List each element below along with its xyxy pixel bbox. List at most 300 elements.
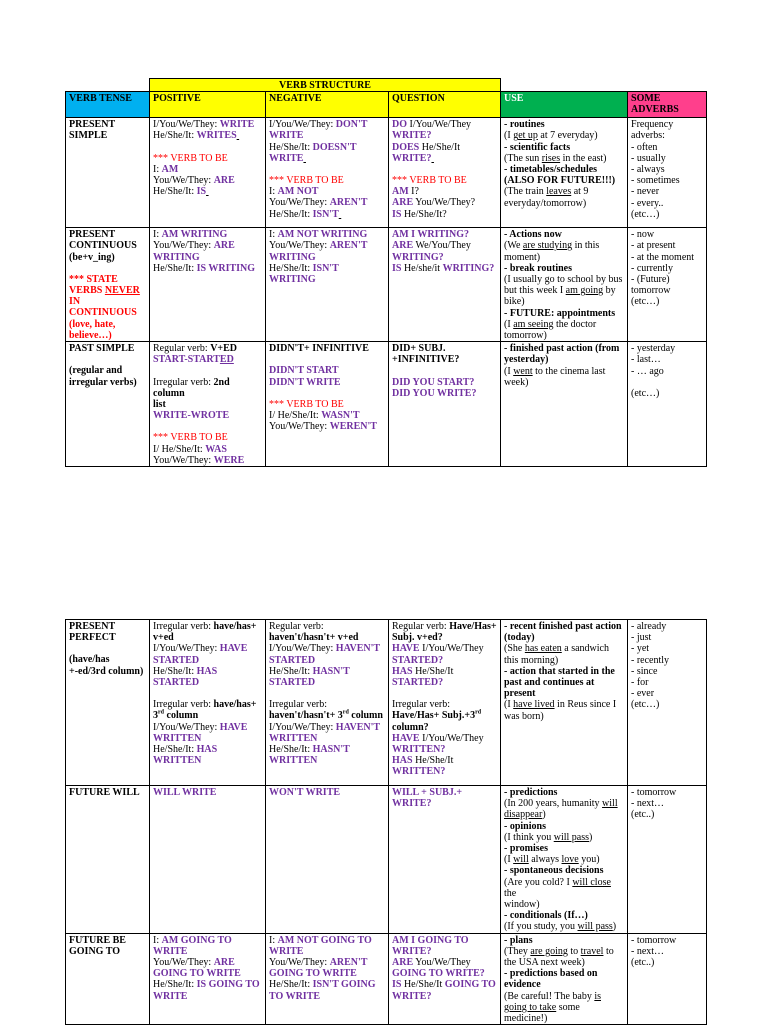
text-segment: (have/has bbox=[69, 654, 110, 666]
positive-cell bbox=[150, 786, 266, 934]
text-segment: Subj. v+ed? bbox=[392, 632, 443, 644]
use-cell bbox=[501, 228, 628, 342]
text-segment: IS bbox=[392, 262, 402, 274]
cell-line bbox=[631, 809, 703, 820]
text-segment: I/You/We/They: bbox=[269, 643, 336, 655]
cell-line bbox=[631, 240, 703, 251]
text-segment: ARE bbox=[392, 197, 414, 209]
text-segment: I/You/We/They bbox=[419, 643, 484, 655]
cell-line bbox=[392, 787, 497, 798]
text-segment: HAVEN'T bbox=[335, 643, 381, 655]
text-segment: - timetables/schedules bbox=[504, 164, 598, 176]
cell-line bbox=[504, 164, 624, 175]
cell-line bbox=[69, 119, 146, 141]
text-segment: WRITING? bbox=[442, 262, 495, 274]
text-segment: column? bbox=[392, 721, 429, 733]
positive-header: POSITIVE bbox=[150, 92, 266, 118]
cell-line bbox=[269, 377, 385, 388]
text-segment: 2nd column bbox=[153, 376, 233, 399]
cell-line bbox=[631, 643, 703, 654]
text-segment bbox=[339, 209, 342, 220]
text-segment: ARE bbox=[392, 957, 414, 969]
text-segment: DIDN'T WRITE bbox=[269, 376, 341, 388]
text-segment: You/We/They bbox=[413, 957, 471, 969]
text-segment: (be+v_ing) bbox=[69, 251, 115, 263]
cell-line bbox=[153, 677, 262, 688]
text-segment: some medicine!) bbox=[504, 1001, 583, 1025]
text-segment: DOES bbox=[392, 141, 420, 153]
cell-line bbox=[69, 935, 146, 946]
use-header: USE bbox=[501, 92, 628, 118]
text-segment: TO WRITE bbox=[269, 990, 321, 1002]
cell-line bbox=[504, 175, 624, 186]
text-segment: - promises bbox=[504, 843, 548, 855]
text-segment: Irregular verb: bbox=[153, 376, 214, 388]
cell-line bbox=[392, 119, 497, 130]
text-segment: - never bbox=[631, 186, 660, 198]
text-segment: *** STATE bbox=[69, 273, 118, 285]
cell-line bbox=[69, 330, 146, 341]
text-segment: HASN'T bbox=[312, 744, 350, 756]
text-segment: FUTURE WILL bbox=[69, 787, 140, 798]
text-segment: (In 200 years, humanity bbox=[504, 798, 603, 810]
verb-structure-header: VERB STRUCTURE bbox=[150, 79, 501, 92]
text-segment: He/She/It: bbox=[153, 665, 197, 677]
cell-line bbox=[504, 274, 624, 285]
text-segment: *** VERB TO BE bbox=[392, 175, 467, 187]
cell-line bbox=[269, 388, 385, 399]
text-segment: He/she/it bbox=[401, 262, 443, 274]
text-segment: v+ed bbox=[153, 632, 174, 644]
adverbs-cell bbox=[628, 118, 707, 228]
cell-line bbox=[269, 209, 385, 220]
cell-line bbox=[631, 175, 703, 186]
text-segment: Regular verb: bbox=[392, 621, 450, 632]
cell-line bbox=[631, 164, 703, 175]
text-segment: are studying bbox=[522, 240, 573, 252]
use-cell bbox=[501, 118, 628, 228]
text-segment: STARTED bbox=[269, 654, 316, 666]
use-cell bbox=[501, 933, 628, 1025]
cell-line bbox=[269, 175, 385, 186]
text-segment: CONTINUOUS bbox=[69, 240, 137, 252]
text-segment: DID YOU WRITE? bbox=[392, 387, 477, 399]
text-segment: +-ed/3rd column) bbox=[69, 665, 144, 677]
cell-line bbox=[392, 186, 497, 197]
cell-line bbox=[153, 957, 262, 968]
text-segment: He/She/It? bbox=[401, 208, 447, 220]
cell-line bbox=[631, 119, 703, 130]
cell-line bbox=[504, 979, 624, 990]
cell-line bbox=[504, 198, 624, 209]
cell-line bbox=[504, 285, 624, 296]
text-segment: Irregular verb: bbox=[392, 699, 451, 711]
text-segment: - (Future) bbox=[631, 274, 670, 286]
cell-line bbox=[631, 677, 703, 688]
text-segment: I/You/We/They: bbox=[153, 721, 220, 733]
text-segment bbox=[303, 153, 306, 164]
cell-line bbox=[392, 153, 497, 164]
text-segment: the bbox=[504, 876, 614, 899]
cell-line bbox=[392, 632, 497, 643]
cell-line bbox=[392, 130, 497, 141]
cell-line bbox=[504, 354, 624, 365]
cell-line bbox=[631, 285, 703, 296]
cell-line bbox=[69, 274, 146, 285]
text-segment: ARE bbox=[213, 957, 235, 969]
text-segment: (etc…) bbox=[631, 699, 660, 711]
cell-line bbox=[69, 229, 146, 240]
text-segment bbox=[431, 153, 434, 164]
cell-line bbox=[504, 877, 624, 899]
text-segment: IS bbox=[392, 979, 402, 991]
text-segment: You/We/They: bbox=[269, 421, 330, 433]
cell-line bbox=[269, 240, 385, 251]
cell-line bbox=[504, 240, 624, 251]
text-segment: will bbox=[602, 798, 618, 810]
cell-line bbox=[153, 252, 262, 263]
text-segment: DO bbox=[392, 119, 407, 131]
text-segment: GOING TO WRITE bbox=[153, 968, 241, 980]
cell-line bbox=[153, 142, 262, 153]
text-segment: NEVER bbox=[104, 285, 140, 297]
cell-line bbox=[631, 354, 703, 365]
text-segment: - opinions bbox=[504, 820, 546, 832]
cell-line bbox=[153, 410, 262, 421]
text-segment: Irregular verb: bbox=[269, 699, 328, 711]
text-segment: (I bbox=[504, 130, 514, 142]
text-segment: at 9 bbox=[571, 186, 589, 198]
cell-line bbox=[392, 252, 497, 263]
text-segment: WRITTEN bbox=[269, 732, 318, 744]
text-segment: - Actions now bbox=[504, 229, 562, 241]
text-segment: ISN'T bbox=[312, 208, 339, 220]
text-segment: ISN'T GOING bbox=[312, 979, 376, 991]
cell-line bbox=[69, 365, 146, 376]
cell-line bbox=[69, 787, 146, 798]
text-segment: (I bbox=[504, 699, 514, 711]
text-segment: in the east) bbox=[560, 152, 607, 164]
cell-line bbox=[153, 699, 262, 710]
cell-line bbox=[631, 186, 703, 197]
text-segment: AREN'T bbox=[329, 240, 368, 252]
cell-line bbox=[631, 252, 703, 263]
text-segment: WASN'T bbox=[321, 410, 360, 422]
tense-row bbox=[66, 118, 707, 228]
text-segment: WRITE? bbox=[392, 798, 432, 810]
cell-line bbox=[69, 377, 146, 388]
text-segment: irregular verbs) bbox=[69, 376, 137, 388]
cell-line bbox=[153, 153, 262, 164]
cell-line bbox=[153, 366, 262, 377]
text-segment: AM bbox=[161, 163, 179, 175]
cell-line bbox=[504, 643, 624, 654]
text-segment: WAS bbox=[205, 443, 227, 455]
cell-line bbox=[504, 843, 624, 854]
cell-line bbox=[631, 946, 703, 957]
text-segment bbox=[237, 130, 240, 141]
text-segment: (etc..) bbox=[631, 957, 655, 969]
text-segment: HAVE bbox=[219, 643, 248, 655]
text-segment: - action that started in the bbox=[504, 665, 615, 677]
text-segment: He/She/It bbox=[412, 755, 454, 767]
cell-line bbox=[153, 946, 262, 957]
cell-line bbox=[504, 935, 624, 946]
cell-line bbox=[153, 175, 262, 186]
text-segment: - tomorrow bbox=[631, 787, 677, 798]
text-segment: IS bbox=[196, 186, 207, 198]
cell-line bbox=[69, 343, 146, 354]
text-segment: He/She/It: bbox=[153, 186, 197, 198]
text-segment: tomorrow) bbox=[504, 330, 547, 342]
text-segment: He/She/It: bbox=[269, 208, 313, 220]
cell-line bbox=[269, 699, 385, 710]
text-segment: AM GOING TO bbox=[161, 934, 232, 946]
cell-line bbox=[504, 968, 624, 979]
cell-line bbox=[504, 899, 624, 910]
text-segment: - scientific facts bbox=[504, 141, 571, 153]
text-segment: leaves bbox=[546, 186, 572, 198]
text-segment: I: bbox=[153, 229, 162, 241]
question-cell bbox=[389, 786, 501, 934]
text-segment: - next… bbox=[631, 945, 665, 957]
text-segment: *** VERB TO BE bbox=[269, 175, 344, 187]
cell-line bbox=[153, 399, 262, 410]
negative-header: NEGATIVE bbox=[266, 92, 389, 118]
text-segment: - … ago bbox=[631, 365, 664, 377]
text-segment: past and continues at bbox=[504, 677, 595, 689]
text-segment: AM WRITING bbox=[161, 229, 228, 241]
text-segment: WRITING bbox=[269, 251, 316, 263]
text-segment: - conditionals (If…) bbox=[504, 910, 588, 922]
text-segment: WRITTEN? bbox=[392, 766, 446, 778]
text-segment: He/She/It bbox=[401, 979, 445, 991]
text-segment: PAST SIMPLE bbox=[69, 343, 135, 355]
cell-line bbox=[69, 354, 146, 365]
text-segment: I/You/We/They: bbox=[269, 721, 336, 733]
text-segment: IN bbox=[69, 296, 81, 308]
text-segment: adverbs: bbox=[631, 130, 665, 142]
text-segment: - recent finished past action bbox=[504, 621, 622, 632]
cell-line bbox=[631, 798, 703, 809]
text-segment: ED bbox=[219, 354, 234, 366]
text-segment: IS WRITING bbox=[196, 262, 256, 274]
verb-table-1 bbox=[65, 78, 707, 467]
text-segment: haven't/hasn't+ 3rd column bbox=[269, 710, 383, 722]
text-segment: get up bbox=[513, 130, 538, 142]
cell-line bbox=[269, 722, 385, 733]
text-segment: am going bbox=[565, 285, 604, 297]
text-segment: in this bbox=[572, 240, 600, 252]
text-segment: (etc..) bbox=[631, 809, 655, 821]
text-segment: He/She/It: bbox=[153, 130, 197, 142]
text-segment: WRITTEN? bbox=[392, 744, 446, 756]
use-cell bbox=[501, 342, 628, 467]
text-segment: WRITTEN bbox=[269, 755, 318, 767]
tense-row bbox=[66, 620, 707, 786]
cell-line bbox=[269, 186, 385, 197]
cell-line bbox=[392, 197, 497, 208]
text-segment: You/We/They: bbox=[153, 240, 214, 252]
cell-line bbox=[69, 319, 146, 330]
text-segment: bike) bbox=[504, 296, 525, 308]
cell-line bbox=[504, 666, 624, 677]
cell-line bbox=[504, 153, 624, 164]
text-segment: (They bbox=[504, 945, 531, 957]
text-segment: Have/Has+ Subj.+3rd bbox=[392, 710, 482, 722]
cell-line bbox=[392, 240, 497, 251]
cell-line bbox=[631, 130, 703, 141]
cell-line bbox=[269, 968, 385, 979]
cell-line bbox=[392, 744, 497, 755]
cell-line bbox=[392, 991, 497, 1002]
text-segment: yesterday) bbox=[504, 354, 549, 366]
cell-line bbox=[631, 655, 703, 666]
cell-line bbox=[392, 229, 497, 240]
cell-line bbox=[69, 252, 146, 263]
text-segment: He/She/It: bbox=[153, 979, 197, 991]
cell-line bbox=[504, 319, 624, 330]
text-segment: - now bbox=[631, 229, 655, 241]
cell-line bbox=[631, 209, 703, 220]
text-segment: by bbox=[603, 285, 616, 297]
question-cell bbox=[389, 933, 501, 1025]
text-segment: (etc…) bbox=[631, 387, 660, 399]
cell-line bbox=[392, 343, 497, 354]
text-segment: IS bbox=[392, 208, 402, 220]
cell-line bbox=[392, 655, 497, 666]
text-segment: (The train bbox=[504, 186, 547, 198]
cell-line bbox=[631, 274, 703, 285]
cell-line bbox=[269, 677, 385, 688]
cell-line bbox=[153, 655, 262, 666]
text-segment: a sandwich bbox=[561, 643, 609, 655]
cell-line bbox=[153, 744, 262, 755]
text-segment: HAS bbox=[392, 755, 413, 767]
cell-line bbox=[504, 854, 624, 865]
adverbs-cell bbox=[628, 342, 707, 467]
cell-line bbox=[269, 365, 385, 376]
cell-line bbox=[153, 343, 262, 354]
text-segment: He/She/It: bbox=[153, 744, 197, 756]
text-segment: ) bbox=[542, 809, 546, 821]
adverbs-cell bbox=[628, 620, 707, 786]
cell-line bbox=[269, 666, 385, 677]
cell-line bbox=[392, 621, 497, 632]
cell-line bbox=[392, 935, 497, 946]
cell-line bbox=[269, 688, 385, 699]
cell-line bbox=[153, 444, 262, 455]
cell-line bbox=[269, 632, 385, 643]
cell-line bbox=[153, 666, 262, 677]
cell-line bbox=[153, 968, 262, 979]
text-segment: CONTINUOUS bbox=[69, 307, 137, 319]
cell-line bbox=[631, 787, 703, 798]
text-segment: I/You/We/They: bbox=[153, 119, 220, 131]
cell-line bbox=[504, 821, 624, 832]
text-segment: He/She/It: bbox=[269, 665, 313, 677]
text-segment: this morning) bbox=[504, 654, 559, 666]
text-segment: present bbox=[504, 688, 536, 700]
text-segment: IS GOING TO bbox=[196, 979, 260, 991]
text-segment: disappear bbox=[504, 809, 543, 821]
text-segment: DID+ SUBJ. bbox=[392, 343, 446, 355]
text-segment: I: bbox=[269, 229, 278, 241]
cell-line bbox=[631, 632, 703, 643]
text-segment: will bbox=[513, 854, 529, 866]
text-segment: to bbox=[567, 945, 581, 957]
text-segment: WRITE? bbox=[392, 945, 432, 957]
cell-line bbox=[69, 263, 146, 274]
text-segment: was born) bbox=[504, 710, 544, 722]
cell-line bbox=[69, 285, 146, 296]
text-segment: WRITE bbox=[153, 945, 188, 957]
text-segment: believe…) bbox=[69, 329, 112, 341]
text-segment: I? bbox=[408, 186, 419, 198]
cell-line bbox=[504, 699, 624, 710]
text-segment: WRITTEN bbox=[153, 755, 202, 767]
cell-line bbox=[631, 957, 703, 968]
cell-line bbox=[504, 946, 624, 957]
cell-line bbox=[153, 186, 262, 197]
cell-line bbox=[153, 164, 262, 175]
tense-cell bbox=[66, 620, 150, 786]
text-segment: to bbox=[603, 945, 614, 957]
cell-line bbox=[69, 296, 146, 307]
text-segment: - at present bbox=[631, 240, 676, 252]
text-segment: GOING TO bbox=[444, 979, 496, 991]
text-segment: moment) bbox=[504, 251, 541, 263]
tense-row bbox=[66, 228, 707, 342]
text-segment: week) bbox=[504, 376, 529, 388]
text-segment: has eaten bbox=[524, 643, 562, 655]
cell-line bbox=[504, 798, 624, 809]
text-segment: (The sun bbox=[504, 152, 542, 164]
positive-cell bbox=[150, 620, 266, 786]
cell-line bbox=[269, 655, 385, 666]
text-segment: HASN'T bbox=[312, 665, 350, 677]
text-segment: HAS bbox=[392, 665, 413, 677]
cell-line bbox=[392, 722, 497, 733]
text-segment: WRITES bbox=[196, 130, 237, 142]
text-segment: (I bbox=[504, 318, 514, 330]
cell-line bbox=[269, 410, 385, 421]
cell-line bbox=[269, 935, 385, 946]
tense-cell bbox=[66, 342, 150, 467]
text-segment: WRITE? bbox=[392, 990, 432, 1002]
cell-line bbox=[153, 354, 262, 365]
text-segment: (ALSO FOR FUTURE!!!) bbox=[504, 175, 616, 187]
cell-line bbox=[631, 699, 703, 710]
text-segment: - sometimes bbox=[631, 175, 680, 187]
positive-cell bbox=[150, 118, 266, 228]
cell-line bbox=[392, 666, 497, 677]
cell-line bbox=[269, 274, 385, 285]
text-segment: WEREN'T bbox=[329, 421, 377, 433]
text-segment: am seeing bbox=[513, 318, 554, 330]
cell-line bbox=[392, 643, 497, 654]
cell-line bbox=[153, 229, 262, 240]
text-segment: STARTED? bbox=[392, 654, 444, 666]
text-segment: I/ He/She/It: bbox=[153, 443, 206, 455]
cell-line bbox=[69, 666, 146, 677]
cell-line bbox=[504, 186, 624, 197]
question-header: QUESTION bbox=[389, 92, 501, 118]
tense-cell bbox=[66, 933, 150, 1025]
cell-line bbox=[69, 643, 146, 654]
cell-line bbox=[153, 240, 262, 251]
cell-line bbox=[392, 798, 497, 809]
